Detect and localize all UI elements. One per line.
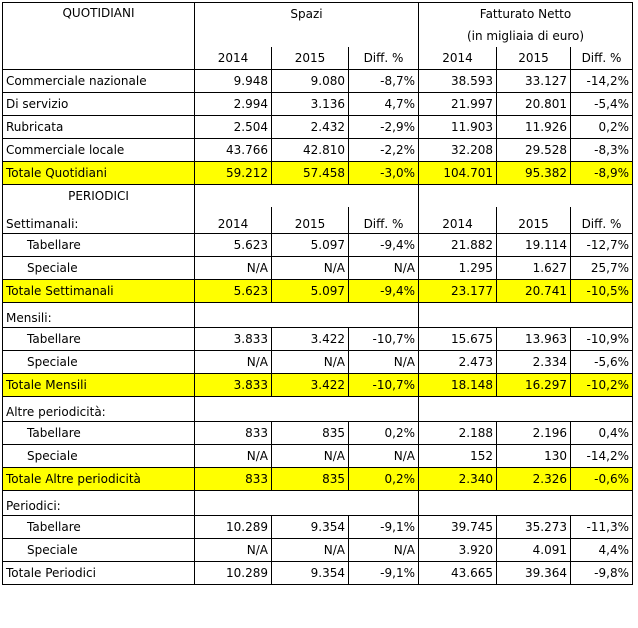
fatturato-diff: -14,2% xyxy=(571,444,633,467)
spazi-2014: 9.948 xyxy=(195,70,272,93)
periodici-section-header: PERIODICI xyxy=(3,185,195,208)
row-label: Speciale xyxy=(3,350,195,373)
quotidiani-section-header: QUOTIDIANI xyxy=(3,3,195,70)
year-2014-header: 2014 xyxy=(419,47,497,70)
fatturato-diff: -5,6% xyxy=(571,350,633,373)
fatturato-diff: -5,4% xyxy=(571,93,633,116)
fatturato-diff: -14,2% xyxy=(571,70,633,93)
fatturato-2014: 38.593 xyxy=(419,70,497,93)
row-label: Di servizio xyxy=(3,93,195,116)
spazi-header-spacer xyxy=(195,185,419,208)
row-label: Tabellare xyxy=(3,327,195,350)
fatturato-2015: 2.196 xyxy=(497,421,571,444)
total-row xyxy=(3,561,633,584)
fatturato-diff: -10,5% xyxy=(571,279,633,302)
fatturato-2014: 23.177 xyxy=(419,279,497,302)
fatturato-2015: 20.801 xyxy=(497,93,571,116)
fatturato-header-spacer xyxy=(419,185,633,208)
spazi-2014: 833 xyxy=(195,421,272,444)
fatturato-2015: 13.963 xyxy=(497,327,571,350)
table-row xyxy=(3,116,633,139)
row-label: Speciale xyxy=(3,538,195,561)
year-2015-header: 2015 xyxy=(497,207,571,233)
diff-header: Diff. % xyxy=(349,47,419,70)
group-spacer xyxy=(195,302,419,327)
group-spacer xyxy=(195,396,419,421)
total-label: Totale Settimanali xyxy=(3,279,195,302)
total-label: Totale Altre periodicità xyxy=(3,467,195,490)
spazi-diff: -9,1% xyxy=(349,515,419,538)
total-label: Totale Periodici xyxy=(3,561,195,584)
table-row xyxy=(3,327,633,350)
spazi-2015: 3.136 xyxy=(272,93,349,116)
fatturato-2015: 11.926 xyxy=(497,116,571,139)
spazi-2015: 9.354 xyxy=(272,561,349,584)
spazi-2014: 59.212 xyxy=(195,162,272,185)
fatturato-2014: 1.295 xyxy=(419,256,497,279)
fatturato-diff: -10,2% xyxy=(571,373,633,396)
fatturato-2014: 18.148 xyxy=(419,373,497,396)
spazi-2015: 835 xyxy=(272,467,349,490)
year-2015-header: 2015 xyxy=(497,47,571,70)
fatturato-diff: -12,7% xyxy=(571,233,633,256)
spazi-2014: 833 xyxy=(195,467,272,490)
table-row xyxy=(3,350,633,373)
spazi-2015: N/A xyxy=(272,256,349,279)
spazi-2014: 2.994 xyxy=(195,93,272,116)
spazi-2014: N/A xyxy=(195,444,272,467)
spazi-2014: 10.289 xyxy=(195,561,272,584)
diff-header: Diff. % xyxy=(571,207,633,233)
table-row xyxy=(3,139,633,162)
fatturato-diff: 0,2% xyxy=(571,116,633,139)
fatturato-2015: 33.127 xyxy=(497,70,571,93)
fatturato-2014: 152 xyxy=(419,444,497,467)
spazi-diff: -9,1% xyxy=(349,561,419,584)
fatturato-2015: 2.326 xyxy=(497,467,571,490)
row-label: Commerciale locale xyxy=(3,139,195,162)
fatturato-2014: 2.340 xyxy=(419,467,497,490)
row-label: Speciale xyxy=(3,256,195,279)
total-row xyxy=(3,162,633,185)
fatturato-2014: 15.675 xyxy=(419,327,497,350)
diff-header: Diff. % xyxy=(349,207,419,233)
spazi-diff: -10,7% xyxy=(349,327,419,350)
row-label: Rubricata xyxy=(3,116,195,139)
fatturato-2014: 43.665 xyxy=(419,561,497,584)
fatturato-2015: 1.627 xyxy=(497,256,571,279)
fatturato-2014: 39.745 xyxy=(419,515,497,538)
year-2014-header: 2014 xyxy=(195,47,272,70)
spazi-2015: 42.810 xyxy=(272,139,349,162)
spazi-diff: 0,2% xyxy=(349,421,419,444)
fatturato-2014: 104.701 xyxy=(419,162,497,185)
spazi-2015: 57.458 xyxy=(272,162,349,185)
fatturato-diff: -8,3% xyxy=(571,139,633,162)
fatturato-diff: -0,6% xyxy=(571,467,633,490)
spazi-diff: N/A xyxy=(349,444,419,467)
row-label: Tabellare xyxy=(3,233,195,256)
spazi-2014: 2.504 xyxy=(195,116,272,139)
fatturato-2015: 39.364 xyxy=(497,561,571,584)
spazi-2014: 3.833 xyxy=(195,373,272,396)
spazi-header: Spazi xyxy=(195,3,419,26)
spazi-2015: 5.097 xyxy=(272,233,349,256)
fatturato-diff: -8,9% xyxy=(571,162,633,185)
fatturato-diff: -10,9% xyxy=(571,327,633,350)
spazi-2014: 5.623 xyxy=(195,233,272,256)
fatturato-2015: 95.382 xyxy=(497,162,571,185)
spazi-2014: N/A xyxy=(195,350,272,373)
row-label: Tabellare xyxy=(3,515,195,538)
total-row xyxy=(3,467,633,490)
spazi-2015: N/A xyxy=(272,444,349,467)
total-label: Totale Quotidiani xyxy=(3,162,195,185)
fatturato-2015: 29.528 xyxy=(497,139,571,162)
spazi-header-spacer xyxy=(195,25,419,47)
table-row xyxy=(3,444,633,467)
spazi-diff: -9,4% xyxy=(349,233,419,256)
year-2014-header: 2014 xyxy=(195,207,272,233)
total-row xyxy=(3,279,633,302)
spazi-2015: 3.422 xyxy=(272,327,349,350)
fatturato-subheader: (in migliaia di euro) xyxy=(419,25,633,47)
spazi-2015: 835 xyxy=(272,421,349,444)
fatturato-2015: 2.334 xyxy=(497,350,571,373)
table-row xyxy=(3,233,633,256)
fatturato-diff: 4,4% xyxy=(571,538,633,561)
spazi-2015: 9.080 xyxy=(272,70,349,93)
fatturato-diff: -9,8% xyxy=(571,561,633,584)
spazi-diff: -3,0% xyxy=(349,162,419,185)
spazi-2014: 43.766 xyxy=(195,139,272,162)
row-label: Tabellare xyxy=(3,421,195,444)
spazi-2014: 3.833 xyxy=(195,327,272,350)
spazi-diff: 0,2% xyxy=(349,467,419,490)
spazi-2014: N/A xyxy=(195,256,272,279)
fatturato-2015: 4.091 xyxy=(497,538,571,561)
spazi-2014: N/A xyxy=(195,538,272,561)
spazi-2015: 5.097 xyxy=(272,279,349,302)
spazi-diff: -10,7% xyxy=(349,373,419,396)
fatturato-2015: 35.273 xyxy=(497,515,571,538)
group-spacer xyxy=(195,490,419,515)
table-row xyxy=(3,93,633,116)
altre-group-label: Altre periodicità: xyxy=(3,396,195,421)
mensili-group-label: Mensili: xyxy=(3,302,195,327)
group-spacer xyxy=(419,302,633,327)
year-2015-header: 2015 xyxy=(272,47,349,70)
spazi-diff: -8,7% xyxy=(349,70,419,93)
spazi-2015: N/A xyxy=(272,538,349,561)
spazi-diff: N/A xyxy=(349,350,419,373)
spazi-diff: -9,4% xyxy=(349,279,419,302)
row-label: Commerciale nazionale xyxy=(3,70,195,93)
fatturato-2015: 19.114 xyxy=(497,233,571,256)
spazi-2015: N/A xyxy=(272,350,349,373)
fatturato-header: Fatturato Netto xyxy=(419,3,633,26)
group-spacer xyxy=(419,396,633,421)
fatturato-diff: 0,4% xyxy=(571,421,633,444)
spazi-2015: 2.432 xyxy=(272,116,349,139)
spazi-diff: 4,7% xyxy=(349,93,419,116)
fatturato-2014: 3.920 xyxy=(419,538,497,561)
spazi-2015: 3.422 xyxy=(272,373,349,396)
table-row xyxy=(3,515,633,538)
fatturato-2015: 16.297 xyxy=(497,373,571,396)
year-2015-header: 2015 xyxy=(272,207,349,233)
fatturato-diff: -11,3% xyxy=(571,515,633,538)
fatturato-2015: 20.741 xyxy=(497,279,571,302)
spazi-2014: 10.289 xyxy=(195,515,272,538)
spazi-diff: N/A xyxy=(349,538,419,561)
table-row xyxy=(3,256,633,279)
fatturato-2014: 2.473 xyxy=(419,350,497,373)
spazi-diff: -2,9% xyxy=(349,116,419,139)
year-2014-header: 2014 xyxy=(419,207,497,233)
total-row xyxy=(3,373,633,396)
table-row xyxy=(3,538,633,561)
fatturato-2014: 32.208 xyxy=(419,139,497,162)
fatturato-2014: 11.903 xyxy=(419,116,497,139)
spazi-diff: N/A xyxy=(349,256,419,279)
row-label: Speciale xyxy=(3,444,195,467)
spazi-2014: 5.623 xyxy=(195,279,272,302)
periodici-group-label: Periodici: xyxy=(3,490,195,515)
fatturato-2014: 2.188 xyxy=(419,421,497,444)
fatturato-2015: 130 xyxy=(497,444,571,467)
fatturato-2014: 21.997 xyxy=(419,93,497,116)
group-spacer xyxy=(419,490,633,515)
fatturato-diff: 25,7% xyxy=(571,256,633,279)
spazi-2015: 9.354 xyxy=(272,515,349,538)
fatturato-2014: 21.882 xyxy=(419,233,497,256)
total-label: Totale Mensili xyxy=(3,373,195,396)
table-row xyxy=(3,70,633,93)
settimanali-group-label: Settimanali: xyxy=(3,207,195,233)
data-table xyxy=(2,2,633,585)
spazi-diff: -2,2% xyxy=(349,139,419,162)
table-row xyxy=(3,421,633,444)
diff-header: Diff. % xyxy=(571,47,633,70)
